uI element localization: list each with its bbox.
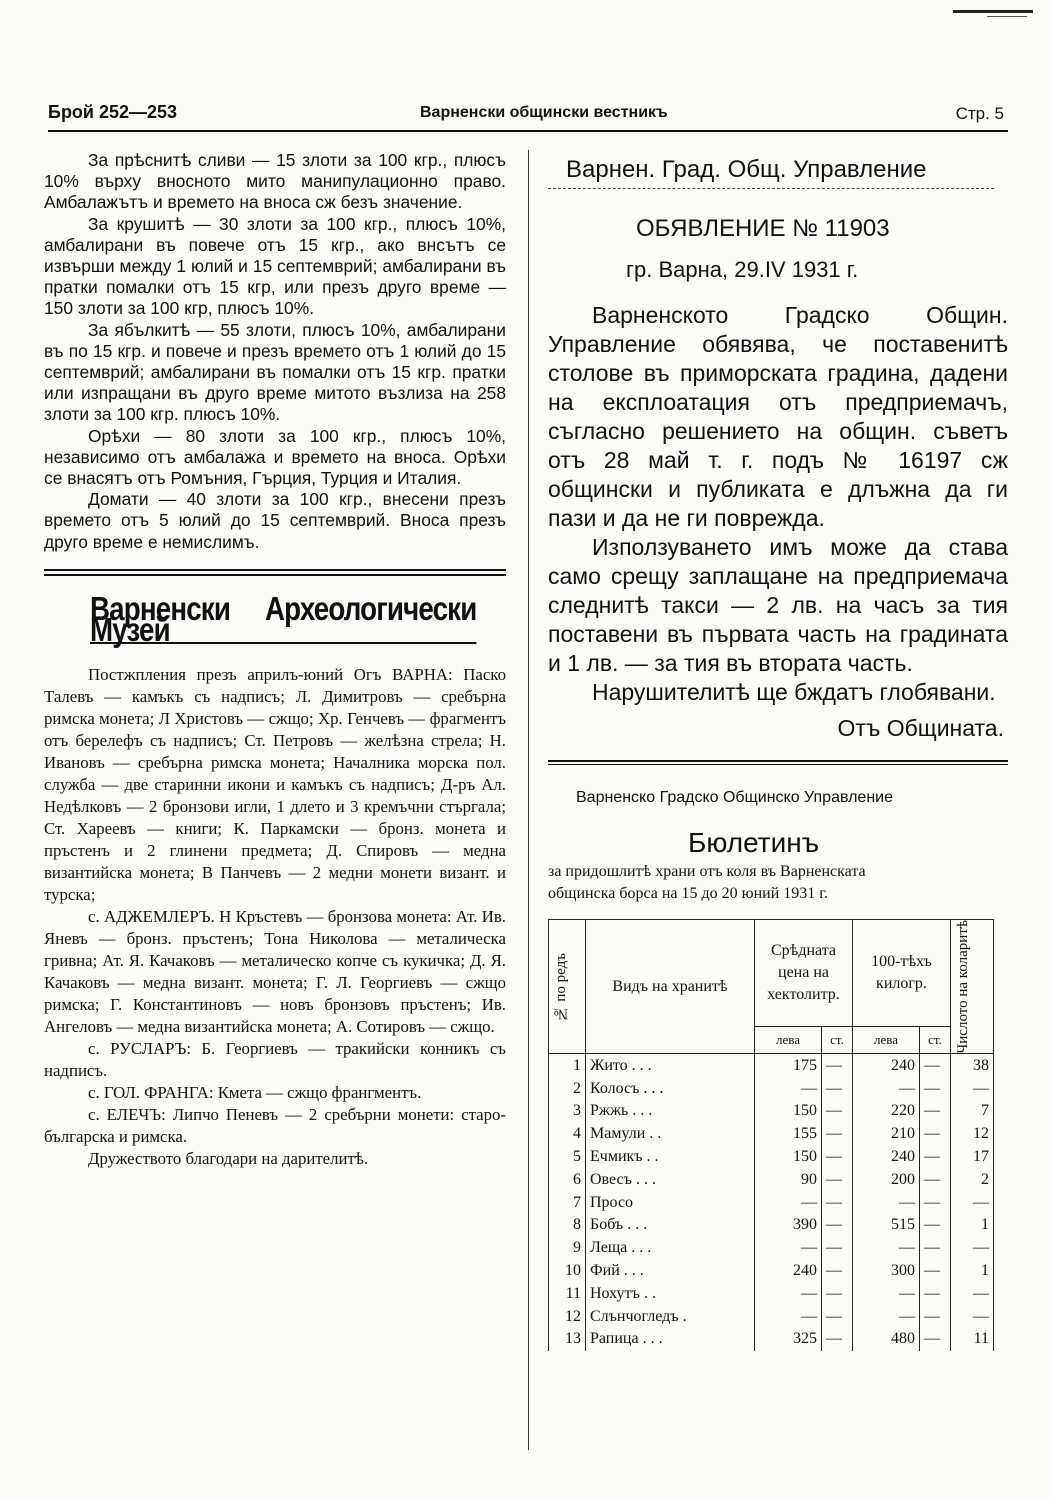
- left-column: [44, 150, 506, 1170]
- section-divider: [548, 760, 1008, 765]
- price-st: —: [822, 1146, 853, 1169]
- price-leva: —: [755, 1191, 822, 1214]
- table-body: [549, 1054, 994, 1351]
- kg-st: —: [920, 1260, 951, 1283]
- row-number: 10: [549, 1260, 586, 1283]
- header-carts: Числото на коларитѣ: [951, 920, 994, 1054]
- table-row: [549, 1282, 994, 1305]
- row-number: 3: [549, 1100, 586, 1123]
- price-st: —: [822, 1214, 853, 1237]
- announcement-title: ОБЯВЛЕНИЕ № 11903: [636, 215, 890, 242]
- announcement-paragraph: Нарушителитѣ ще бждатъ глобявани.: [592, 679, 996, 705]
- article-paragraph: За ябълкитѣ — 55 злоти, плюсъ 10%, амбалирани въ по 15 кгр. и повече и презъ времето отъ 1 юлий до 15 септемврий; амбалирани въ помалки отъ 15 кгр. пратки или изпращани въ друго време митото възлиза на 258 злоти за 100 кгр. плюсъ 10%.: [44, 319, 506, 425]
- grain-name: Леща . . .: [586, 1237, 755, 1260]
- row-number: 12: [549, 1305, 586, 1328]
- kg-st: —: [920, 1168, 951, 1191]
- price-st: —: [822, 1260, 853, 1283]
- header-leva: лева: [853, 1027, 920, 1054]
- table-row: [549, 1237, 994, 1260]
- header-per100kg: 100-тѣхъ килогр.: [853, 920, 951, 1027]
- cart-count: 38: [951, 1054, 994, 1077]
- kg-st: —: [920, 1237, 951, 1260]
- price-st: —: [822, 1077, 853, 1100]
- announcement-paragraph: Използуването имъ може да става само срещу заплащане на предприемача следнитѣ такси — 2 лв. на часъ за тия поставени въ първата часть на градината и 1 лв. — за тия въ втората часть.: [548, 534, 1008, 676]
- row-number: 1: [549, 1054, 586, 1077]
- cart-count: 1: [951, 1260, 994, 1283]
- price-st: —: [822, 1054, 853, 1077]
- price-leva: 325: [755, 1328, 822, 1351]
- cart-count: 1: [951, 1214, 994, 1237]
- announcement-body: [548, 301, 1008, 707]
- price-st: —: [822, 1305, 853, 1328]
- bulletin-subtitle: [548, 861, 1008, 905]
- right-column: [548, 150, 1008, 1351]
- row-number: 8: [549, 1214, 586, 1237]
- org-underline: [548, 186, 994, 189]
- kg-leva: 220: [853, 1100, 920, 1123]
- kg-st: —: [920, 1100, 951, 1123]
- cart-count: —: [951, 1237, 994, 1260]
- page-number: Стр. 5: [955, 104, 1004, 123]
- article-paragraph: Домати — 40 злоти за 100 кгр., внесени презъ времето отъ 5 юлий до 15 септемврий. Вноса презъ друго време е немислимъ.: [44, 489, 506, 552]
- row-number: 5: [549, 1146, 586, 1169]
- price-st: —: [822, 1100, 853, 1123]
- price-leva: —: [755, 1077, 822, 1100]
- newspaper-title: Варненски общински вестникъ: [420, 104, 668, 121]
- article-paragraph: За крушитѣ — 30 злоти за 100 кгр., плюсъ 10%, амбалирани въ повече отъ 15 кгр., ако внсътъ се извърши между 1 юлий и 15 септемврий; амбалирани въ пратки помалки отъ 15 кгр, или презъ друго време — 150 злоти за 100 кгр, плюсъ 10%.: [44, 213, 506, 319]
- grain-name: Фий . . .: [586, 1260, 755, 1283]
- museum-paragraph: с. ГОЛ. ФРАНГА: Кмета — сжщо франгментъ.: [88, 1083, 422, 1103]
- kg-leva: —: [853, 1282, 920, 1305]
- kg-leva: 210: [853, 1123, 920, 1146]
- grain-name: Жито . . .: [586, 1054, 755, 1077]
- museum-paragraph: с. АДЖЕМЛЕРЪ. Н Кръстевъ — бронзова монета: Ат. Ив. Яневъ — бронз. пръстенъ; Тона Николова — металическа гривна; Ат. Я. Качаковъ — металическо копче съ кукичка; Д. Я. Качаковъ — медна визант. монета; Г. Л. Георгиевъ — сжщо римска; Г. Константиновъ — новъ бронзовъ пръстенъ; Ив. Ангеловъ — медна византийска монета; А. Сотировъ — сжщо.: [44, 907, 506, 1037]
- price-leva: —: [755, 1237, 822, 1260]
- bulletin-org: Варненско Градско Общинско Управление: [576, 789, 893, 806]
- museum-paragraph: с. ЕЛЕЧЪ: Липчо Пеневъ — 2 сребърни монети: старо-българска и римска.: [44, 1105, 506, 1147]
- grain-price-table: [548, 919, 994, 1351]
- grain-name: Просо: [586, 1191, 755, 1214]
- kg-st: —: [920, 1054, 951, 1077]
- kg-st: —: [920, 1123, 951, 1146]
- kg-st: —: [920, 1077, 951, 1100]
- announcement-date: гр. Варна, 29.IV 1931 г.: [626, 257, 859, 282]
- header-name: Видъ на хранитѣ: [586, 920, 755, 1054]
- museum-paragraph: с. РУСЛАРЪ: Б. Георгиевъ — тракийски конникъ съ надписъ.: [44, 1039, 506, 1081]
- price-leva: 155: [755, 1123, 822, 1146]
- cart-count: —: [951, 1282, 994, 1305]
- issue-number: Брой 252—253: [48, 102, 178, 122]
- price-leva: —: [755, 1282, 822, 1305]
- grain-name: Мамули . .: [586, 1123, 755, 1146]
- column-divider: [528, 150, 529, 1450]
- bulletin-title: Бюлетинъ: [688, 827, 820, 858]
- museum-paragraph: Постжпления презъ априлъ-юний Огъ ВАРНА: Паско Талевъ — камъкъ съ надписъ; Л. Димитровъ — сребърна римска монета; Л Христовъ — сжщо; Хр. Генчевъ — фрагментъ отъ берелефъ съ надписъ; Ст. Петровъ — желѣзна стрела; Н. Ивановъ — сребърна римска монета; Началника морска пол. служба — две старинни икони и камъкъ съ надписъ; Д-ръ Ал. Недѣлковъ — 2 бронзови игли, 1 длето и 3 кремъчни стъргала; Ст. Хареевъ — книги; К. Паркамски — бронз. монета и пръстенъ и 2 глинени предмета; Д. Спировъ — медна византийска монета; В Панчевъ — 2 медни монети визант. и турска;: [44, 665, 506, 905]
- price-st: —: [822, 1168, 853, 1191]
- table-row: [549, 1054, 994, 1077]
- kg-st: —: [920, 1146, 951, 1169]
- row-number: 2: [549, 1077, 586, 1100]
- bulletin-subtitle-line: общинска борса на 15 до 20 юний 1931 г.: [548, 885, 829, 902]
- header-price: Срѣдната цена на хектолитр.: [755, 920, 853, 1027]
- grain-name: Нохутъ . .: [586, 1282, 755, 1305]
- table-row: [549, 1100, 994, 1123]
- announcement-org: Варнен. Град. Общ. Управление: [566, 156, 927, 183]
- kg-leva: 240: [853, 1054, 920, 1077]
- price-st: —: [822, 1237, 853, 1260]
- header-leva: лева: [755, 1027, 822, 1054]
- kg-st: —: [920, 1328, 951, 1351]
- row-number: 4: [549, 1123, 586, 1146]
- price-st: —: [822, 1191, 853, 1214]
- section-divider: [44, 569, 506, 576]
- museum-heading: Варненски Археологически Музей: [90, 589, 477, 649]
- table-row: [549, 1168, 994, 1191]
- cart-count: —: [951, 1305, 994, 1328]
- table-row: [549, 1191, 994, 1214]
- announcement-signature: Отъ Общината.: [837, 715, 1004, 741]
- kg-st: —: [920, 1214, 951, 1237]
- grain-name: Слънчогледъ .: [586, 1305, 755, 1328]
- table-row: [549, 1214, 994, 1237]
- kg-st: —: [920, 1191, 951, 1214]
- kg-leva: —: [853, 1077, 920, 1100]
- cart-count: 2: [951, 1168, 994, 1191]
- header-st: ст.: [822, 1027, 853, 1054]
- kg-leva: 300: [853, 1260, 920, 1283]
- price-st: —: [822, 1282, 853, 1305]
- row-number: 9: [549, 1237, 586, 1260]
- scan-artifact: [987, 16, 1027, 17]
- price-st: —: [822, 1123, 853, 1146]
- page-header: [48, 100, 1008, 132]
- kg-leva: 200: [853, 1168, 920, 1191]
- header-st: ст.: [920, 1027, 951, 1054]
- grain-name: Ржжь . . .: [586, 1100, 755, 1123]
- price-leva: 240: [755, 1260, 822, 1283]
- price-leva: 175: [755, 1054, 822, 1077]
- grain-name: Рапица . . .: [586, 1328, 755, 1351]
- kg-st: —: [920, 1282, 951, 1305]
- price-leva: 150: [755, 1100, 822, 1123]
- cart-count: 12: [951, 1123, 994, 1146]
- row-number: 13: [549, 1328, 586, 1351]
- museum-paragraph: Дружеството благодари на дарителитѣ.: [88, 1149, 369, 1169]
- article-paragraph: За прѣснитѣ сливи — 15 злоти за 100 кгр., плюсъ 10% върху вносното мито манипулационно право. Амбалажътъ и времето на вноса сж безъ значение.: [44, 150, 506, 213]
- announcement-paragraph: Варненското Градско Общин. Управление обявява, че поставенитѣ столове въ приморската градина, дадени на експлоатация отъ предприемачъ, съгласно решението на общин. съветъ отъ 28 май т. г. подъ № 16197 сж общински и публиката е длъжна да ги пази и да не ги поврежда.: [548, 302, 1008, 531]
- museum-article: [44, 664, 506, 1170]
- price-leva: 90: [755, 1168, 822, 1191]
- kg-st: —: [920, 1305, 951, 1328]
- table-row: [549, 1260, 994, 1283]
- table-row: [549, 1123, 994, 1146]
- price-leva: —: [755, 1305, 822, 1328]
- kg-leva: —: [853, 1191, 920, 1214]
- cart-count: 7: [951, 1100, 994, 1123]
- cart-count: 17: [951, 1146, 994, 1169]
- grain-name: Бобъ . . .: [586, 1214, 755, 1237]
- row-number: 11: [549, 1282, 586, 1305]
- kg-leva: 480: [853, 1328, 920, 1351]
- price-leva: 390: [755, 1214, 822, 1237]
- table-row: [549, 1305, 994, 1328]
- article-paragraph: Орѣхи — 80 злоти за 100 кгр., плюсъ 10%, независимо отъ амбалажа и времето на вноса. Орѣхи се внасятъ отъ Ромъния, Гърция, Турция и Италия.: [44, 425, 506, 489]
- table-row: [549, 1077, 994, 1100]
- table-row: [549, 1146, 994, 1169]
- price-st: —: [822, 1328, 853, 1351]
- row-number: 7: [549, 1191, 586, 1214]
- kg-leva: —: [853, 1237, 920, 1260]
- cart-count: —: [951, 1191, 994, 1214]
- price-leva: 150: [755, 1146, 822, 1169]
- scan-artifact: [953, 10, 1033, 13]
- cart-count: —: [951, 1077, 994, 1100]
- kg-leva: 515: [853, 1214, 920, 1237]
- row-number: 6: [549, 1168, 586, 1191]
- kg-leva: 240: [853, 1146, 920, 1169]
- grain-name: Овесъ . . .: [586, 1168, 755, 1191]
- bulletin-subtitle-line: за придошлитѣ храни отъ коля въ Варненската: [548, 863, 866, 880]
- kg-leva: —: [853, 1305, 920, 1328]
- header-num: № по редъ: [549, 920, 586, 1054]
- table-row: [549, 1328, 994, 1351]
- cart-count: 11: [951, 1328, 994, 1351]
- grain-name: Ечмикъ . .: [586, 1146, 755, 1169]
- grain-name: Колосъ . . .: [586, 1077, 755, 1100]
